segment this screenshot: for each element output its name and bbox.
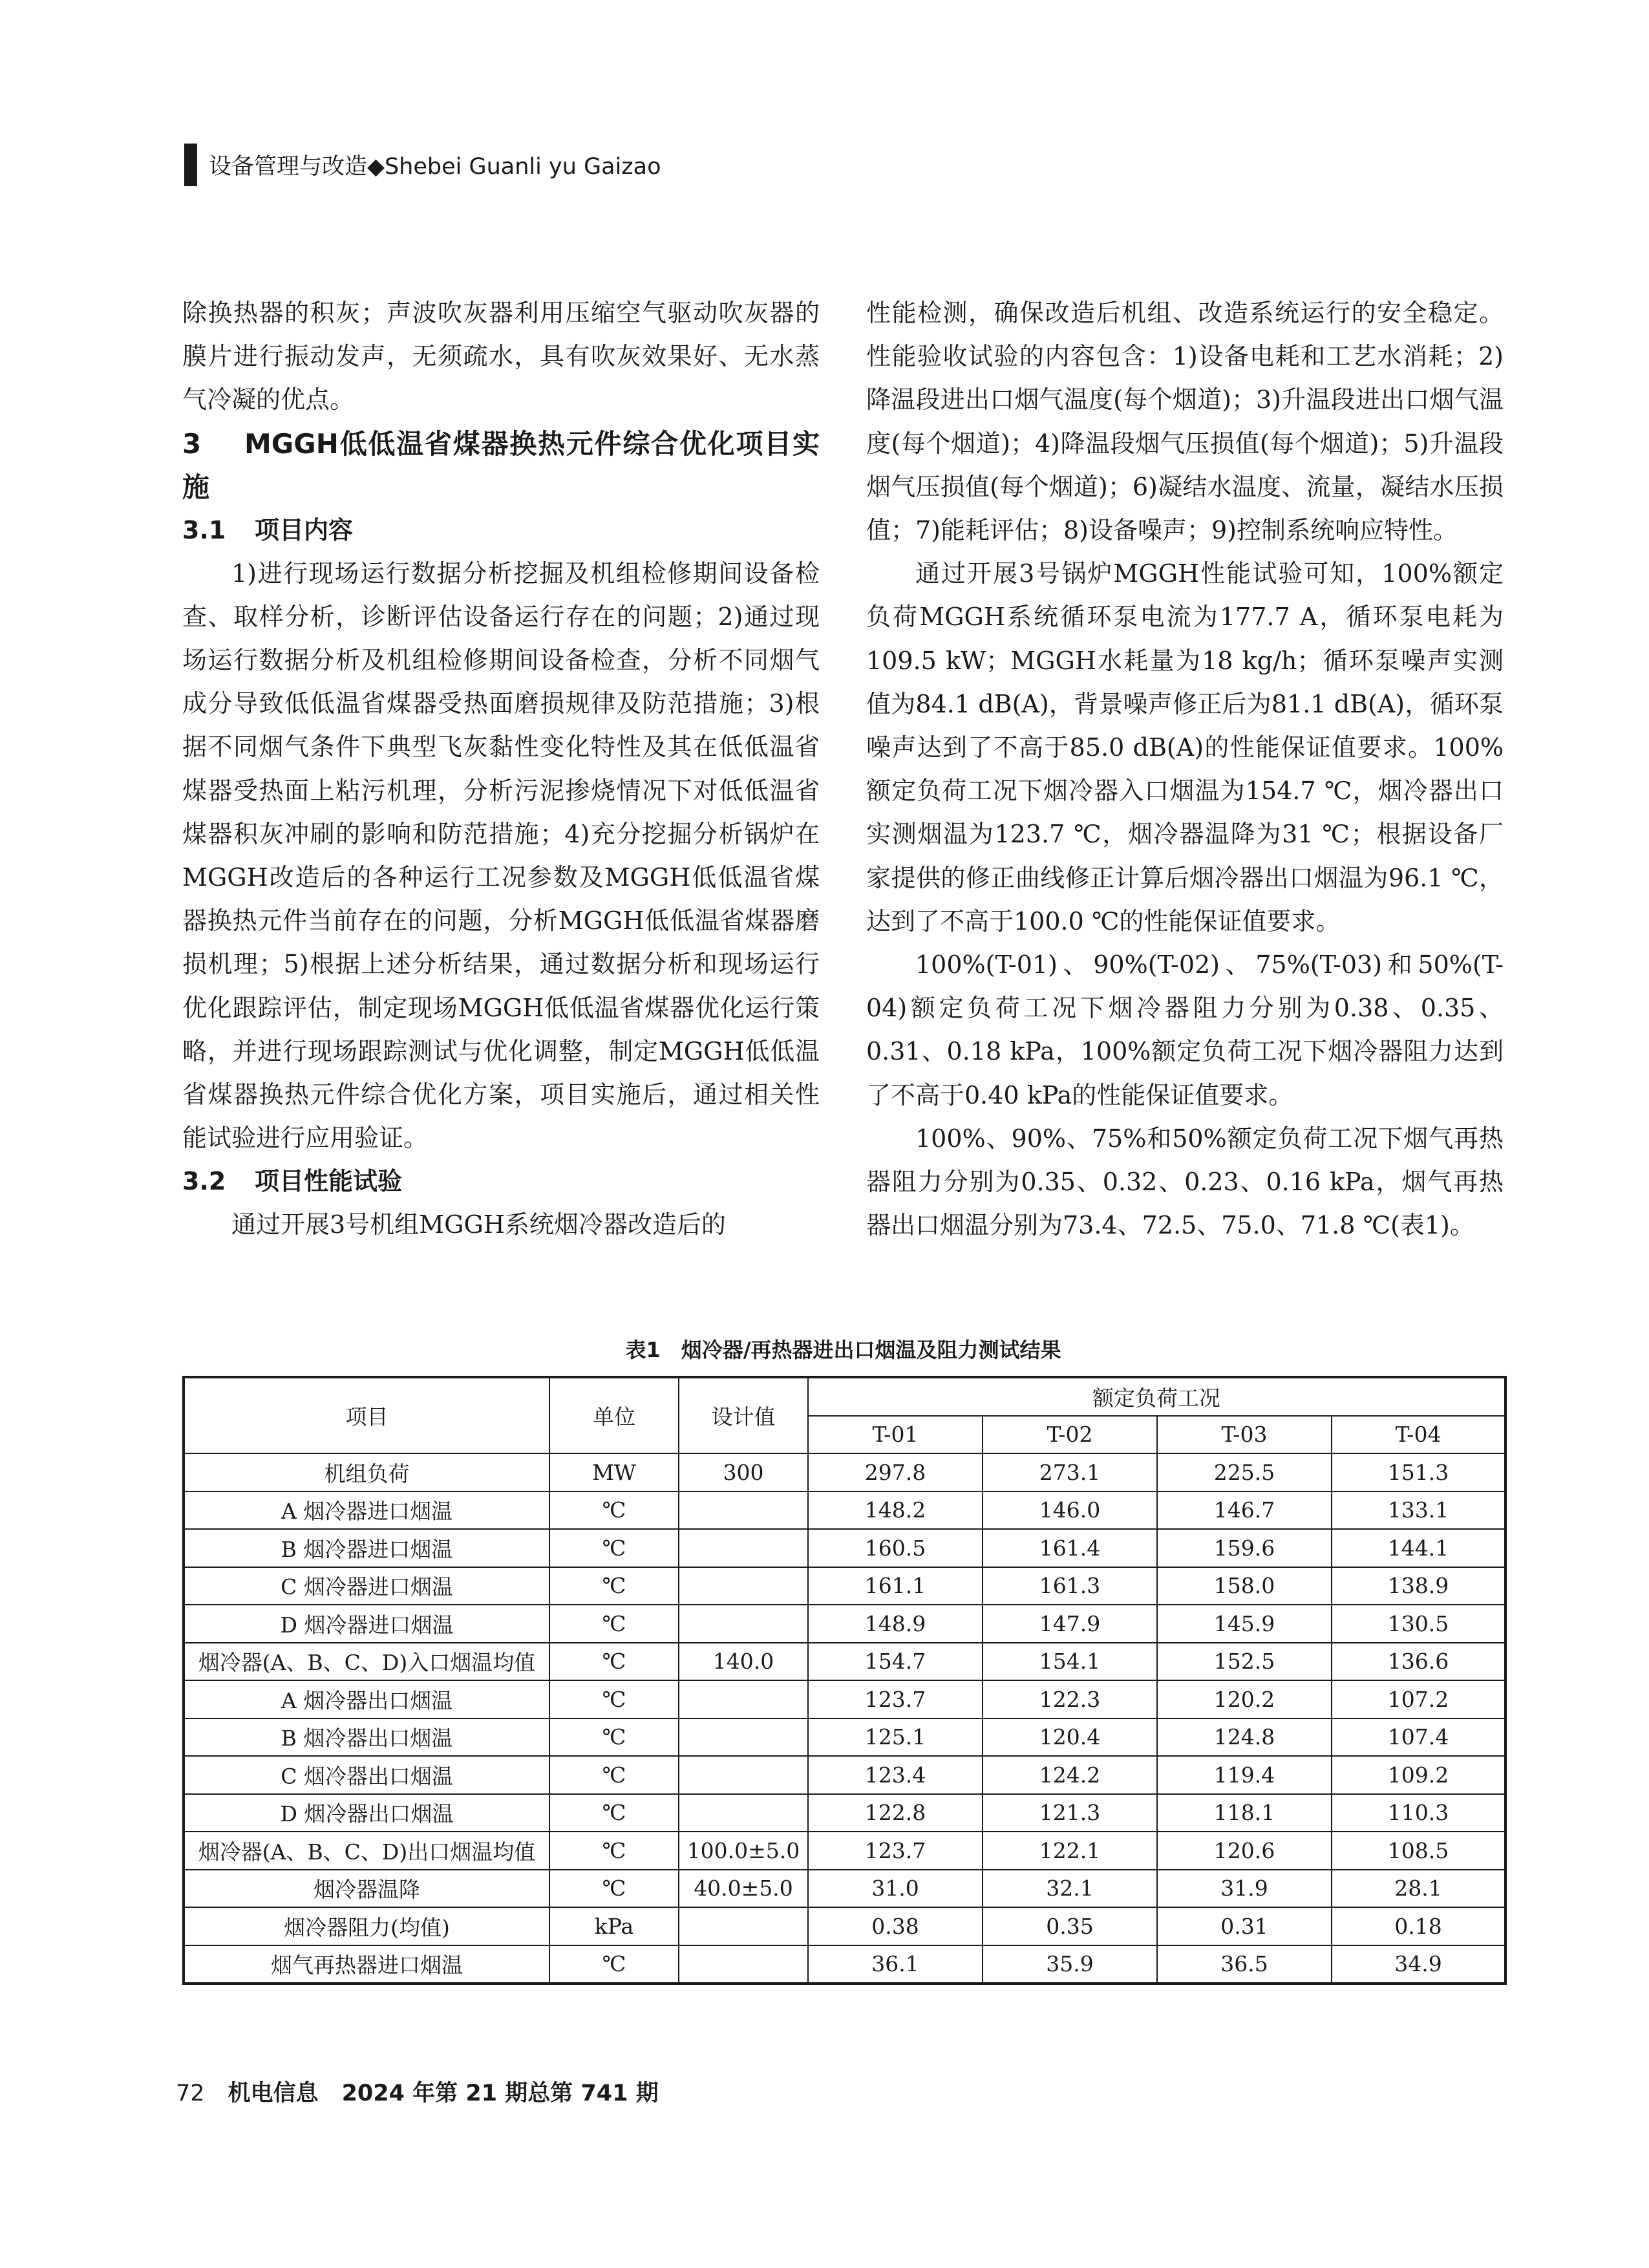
results-table <box>182 1376 1507 1985</box>
cell-unit: ℃ <box>549 1605 679 1643</box>
table-row <box>184 1567 1505 1605</box>
cell-value: 154.7 <box>808 1643 983 1681</box>
cell-value: 147.9 <box>983 1605 1157 1643</box>
cell-value: 123.7 <box>808 1680 983 1718</box>
table-row <box>184 1794 1505 1832</box>
table-caption: 表1 烟冷器/再热器进出口烟温及阻力测试结果 <box>625 1338 1061 1362</box>
cell-value: 154.1 <box>983 1643 1157 1681</box>
cell-value: 122.8 <box>808 1794 983 1832</box>
cell-design <box>679 1718 808 1757</box>
journal-name-pinyin: Shebei Guanli yu Gaizao <box>384 154 661 180</box>
cell-value: 138.9 <box>1332 1567 1505 1605</box>
header-bar <box>184 144 197 186</box>
cell-design: 100.0±5.0 <box>679 1832 808 1870</box>
paragraph: 除换热器的积灰；声波吹灰器利用压缩空气驱动吹灰器的膜片进行振动发声，无须疏水，具有吹灰效果好、无水蒸气冷凝的优点。 <box>182 299 820 414</box>
cell-value: 161.1 <box>808 1567 983 1605</box>
cell-unit: ℃ <box>549 1567 679 1605</box>
cell-value: 148.2 <box>808 1492 983 1530</box>
cell-design <box>679 1945 808 1984</box>
cell-value: 31.9 <box>1157 1870 1332 1908</box>
table-row <box>184 1907 1505 1945</box>
cell-unit: ℃ <box>549 1718 679 1757</box>
cell-item: 烟冷器(A、B、C、D)入口烟温均值 <box>184 1643 549 1681</box>
cell-value: 118.1 <box>1157 1794 1332 1832</box>
cell-item: 烟冷器(A、B、C、D)出口烟温均值 <box>184 1832 549 1870</box>
cell-item: 烟冷器温降 <box>184 1870 549 1908</box>
cell-value: 120.6 <box>1157 1832 1332 1870</box>
cell-value: 120.2 <box>1157 1680 1332 1718</box>
cell-value: 109.2 <box>1332 1756 1505 1794</box>
cell-value: 225.5 <box>1157 1453 1332 1492</box>
table-row <box>184 1756 1505 1794</box>
header-unit: 单位 <box>549 1377 679 1453</box>
table-container <box>182 1376 1504 1985</box>
table-row <box>184 1680 1505 1718</box>
cell-value: 122.1 <box>983 1832 1157 1870</box>
cell-value: 145.9 <box>1157 1605 1332 1643</box>
header-text <box>209 149 661 181</box>
footer-journal-name: 机电信息 <box>228 2081 319 2106</box>
cell-value: 133.1 <box>1332 1492 1505 1530</box>
cell-value: 32.1 <box>983 1870 1157 1908</box>
paragraph: 通过开展3号机组MGGH系统烟冷器改造后的 <box>231 1210 726 1239</box>
header-row <box>184 1377 1505 1416</box>
section-heading <box>182 422 820 509</box>
subsection-heading <box>182 509 820 552</box>
cell-unit: ℃ <box>549 1945 679 1984</box>
paragraph: 性能检测，确保改造后机组、改造系统运行的安全稳定。性能验收试验的内容包含：1)设备电耗和工艺水消耗；2)降温段进出口烟气温度(每个烟道)；3)升温段进出口烟气温度(每个烟道)；4)降温段烟气压损值(每个烟道)；5)升温段烟气压损值(每个烟道)；6)凝结水温度、流量，凝结水压损值；7)能耗评估；8)设备噪声；9)控制系统响应特性。 <box>866 299 1504 545</box>
subsection-number: 3.2 <box>182 1167 226 1196</box>
cell-value: 146.7 <box>1157 1492 1332 1530</box>
cell-value: 107.4 <box>1332 1718 1505 1757</box>
cell-value: 159.6 <box>1157 1529 1332 1567</box>
cell-value: 124.2 <box>983 1756 1157 1794</box>
header-item: 项目 <box>184 1377 549 1453</box>
cell-design <box>679 1605 808 1643</box>
cell-value: 28.1 <box>1332 1870 1505 1908</box>
cell-value: 36.1 <box>808 1945 983 1984</box>
header-group: 额定负荷工况 <box>808 1377 1505 1416</box>
cell-item: B 烟冷器出口烟温 <box>184 1718 549 1757</box>
cell-value: 35.9 <box>983 1945 1157 1984</box>
cell-item: 机组负荷 <box>184 1453 549 1492</box>
header-condition: T-04 <box>1332 1416 1505 1454</box>
cell-unit: ℃ <box>549 1794 679 1832</box>
cell-value: 273.1 <box>983 1453 1157 1492</box>
cell-design <box>679 1794 808 1832</box>
cell-value: 120.4 <box>983 1718 1157 1757</box>
header-design: 设计值 <box>679 1377 808 1453</box>
table-row <box>184 1870 1505 1908</box>
header-condition: T-02 <box>983 1416 1157 1454</box>
paragraph: 1)进行现场运行数据分析挖掘及机组检修期间设备检查、取样分析，诊断评估设备运行存在的问题；2)通过现场运行数据分析及机组检修期间设备检查，分析不同烟气成分导致低低温省煤器受热面磨损规律及防范措施；3)根据不同烟气条件下典型飞灰黏性变化特性及其在低低温省煤器受热面上粘污机理，分析污泥掺烧情况下对低低温省煤器积灰冲刷的影响和防范措施；4)充分挖掘分析锅炉在MGGH改造后的各种运行工况参数及MGGH低低温省煤器换热元件当前存在的问题，分析MGGH低低温省煤器磨损机理；5)根据上述分析结果，通过数据分析和现场运行优化跟踪评估，制定现场MGGH低低温省煤器优化运行策略，并进行现场跟踪测试与优化调整，制定MGGH低低温省煤器换热元件综合优化方案，项目实施后，通过相关性能试验进行应用验证。 <box>182 559 820 1153</box>
header-condition: T-03 <box>1157 1416 1332 1454</box>
cell-value: 136.6 <box>1332 1643 1505 1681</box>
cell-value: 161.4 <box>983 1529 1157 1567</box>
table-row <box>184 1718 1505 1757</box>
paragraph: 100%、90%、75%和50%额定负荷工况下烟气再热器阻力分别为0.35、0.32、0.23、0.16 kPa，烟气再热器出口烟温分别为73.4、72.5、75.0、71.8 ℃(表1)。 <box>866 1124 1504 1240</box>
cell-item: B 烟冷器进口烟温 <box>184 1529 549 1567</box>
cell-unit: MW <box>549 1453 679 1492</box>
cell-value: 144.1 <box>1332 1529 1505 1567</box>
paragraph: 通过开展3号锅炉MGGH性能试验可知，100%额定负荷MGGH系统循环泵电流为177.7 A，循环泵电耗为109.5 kW；MGGH水耗量为18 kg/h；循环泵噪声实测值为84.1 dB(A)，背景噪声修正后为81.1 dB(A)，循环泵噪声达到了不高于85.0 dB(A)的性能保证值要求。100%额定负荷工况下烟冷器入口烟温为154.7 ℃，烟冷器出口实测烟温为123.7 ℃，烟冷器温降为31 ℃；根据设备厂家提供的修正曲线修正计算后烟冷器出口烟温为96.1 ℃，达到了不高于100.0 ℃的性能保证值要求。 <box>866 559 1504 936</box>
cell-value: 123.7 <box>808 1832 983 1870</box>
page-number: 72 <box>176 2081 205 2106</box>
cell-design <box>679 1907 808 1945</box>
cell-design <box>679 1492 808 1530</box>
right-column <box>866 292 1504 1247</box>
cell-unit: ℃ <box>549 1870 679 1908</box>
cell-design <box>679 1756 808 1794</box>
subsection-title: 项目内容 <box>255 515 354 544</box>
cell-value: 110.3 <box>1332 1794 1505 1832</box>
subsection-title: 项目性能试验 <box>255 1167 403 1196</box>
cell-value: 130.5 <box>1332 1605 1505 1643</box>
cell-value: 0.35 <box>983 1907 1157 1945</box>
cell-item: C 烟冷器进口烟温 <box>184 1567 549 1605</box>
table-row <box>184 1945 1505 1984</box>
cell-unit: ℃ <box>549 1756 679 1794</box>
cell-design: 300 <box>679 1453 808 1492</box>
section-number: 3 <box>182 427 202 460</box>
cell-item: A 烟冷器出口烟温 <box>184 1680 549 1718</box>
table-row <box>184 1453 1505 1492</box>
cell-unit: ℃ <box>549 1680 679 1718</box>
cell-value: 34.9 <box>1332 1945 1505 1984</box>
cell-item: D 烟冷器出口烟温 <box>184 1794 549 1832</box>
cell-value: 0.31 <box>1157 1907 1332 1945</box>
cell-value: 121.3 <box>983 1794 1157 1832</box>
cell-value: 160.5 <box>808 1529 983 1567</box>
cell-value: 0.38 <box>808 1907 983 1945</box>
cell-unit: kPa <box>549 1907 679 1945</box>
cell-design <box>679 1529 808 1567</box>
running-header <box>184 144 661 186</box>
cell-unit: ℃ <box>549 1643 679 1681</box>
subsection-number: 3.1 <box>182 515 226 544</box>
cell-value: 161.3 <box>983 1567 1157 1605</box>
cell-value: 124.8 <box>1157 1718 1332 1757</box>
section-title: MGGH低低温省煤器换热元件综合优化项目实施 <box>182 427 820 503</box>
cell-design <box>679 1567 808 1605</box>
table-row <box>184 1492 1505 1530</box>
cell-value: 151.3 <box>1332 1453 1505 1492</box>
cell-value: 36.5 <box>1157 1945 1332 1984</box>
cell-unit: ℃ <box>549 1832 679 1870</box>
cell-value: 158.0 <box>1157 1567 1332 1605</box>
cell-item: D 烟冷器进口烟温 <box>184 1605 549 1643</box>
cell-item: A 烟冷器进口烟温 <box>184 1492 549 1530</box>
cell-value: 152.5 <box>1157 1643 1332 1681</box>
cell-design: 40.0±5.0 <box>679 1870 808 1908</box>
paragraph: 100%(T-01)、90%(T-02)、75%(T-03)和50%(T-04)额定负荷工况下烟冷器阻力分别为0.38、0.35、0.31、0.18 kPa，100%额定负荷工况下烟冷器阻力达到了不高于0.40 kPa的性能保证值要求。 <box>866 950 1504 1109</box>
cell-value: 119.4 <box>1157 1756 1332 1794</box>
cell-value: 297.8 <box>808 1453 983 1492</box>
footer-issue: 2024 年第 21 期总第 741 期 <box>341 2081 659 2106</box>
cell-value: 0.18 <box>1332 1907 1505 1945</box>
table-row <box>184 1832 1505 1870</box>
cell-value: 31.0 <box>808 1870 983 1908</box>
left-column <box>182 292 820 1247</box>
cell-unit: ℃ <box>549 1492 679 1530</box>
cell-value: 148.9 <box>808 1605 983 1643</box>
journal-name-cn: 设备管理与改造 <box>209 154 368 180</box>
cell-item: C 烟冷器出口烟温 <box>184 1756 549 1794</box>
cell-item: 烟冷器阻力(均值) <box>184 1907 549 1945</box>
cell-design: 140.0 <box>679 1643 808 1681</box>
cell-value: 125.1 <box>808 1718 983 1757</box>
cell-value: 123.4 <box>808 1756 983 1794</box>
cell-value: 146.0 <box>983 1492 1157 1530</box>
page-footer <box>176 2075 659 2108</box>
table-row <box>184 1605 1505 1643</box>
cell-unit: ℃ <box>549 1529 679 1567</box>
table-row <box>184 1529 1505 1567</box>
header-condition: T-01 <box>808 1416 983 1454</box>
cell-value: 122.3 <box>983 1680 1157 1718</box>
subsection-heading <box>182 1160 820 1203</box>
cell-design <box>679 1680 808 1718</box>
cell-value: 107.2 <box>1332 1680 1505 1718</box>
table-row <box>184 1643 1505 1681</box>
table-body <box>184 1453 1505 1984</box>
cell-item: 烟气再热器进口烟温 <box>184 1945 549 1984</box>
cell-value: 108.5 <box>1332 1832 1505 1870</box>
header-separator: ◆ <box>367 154 385 180</box>
